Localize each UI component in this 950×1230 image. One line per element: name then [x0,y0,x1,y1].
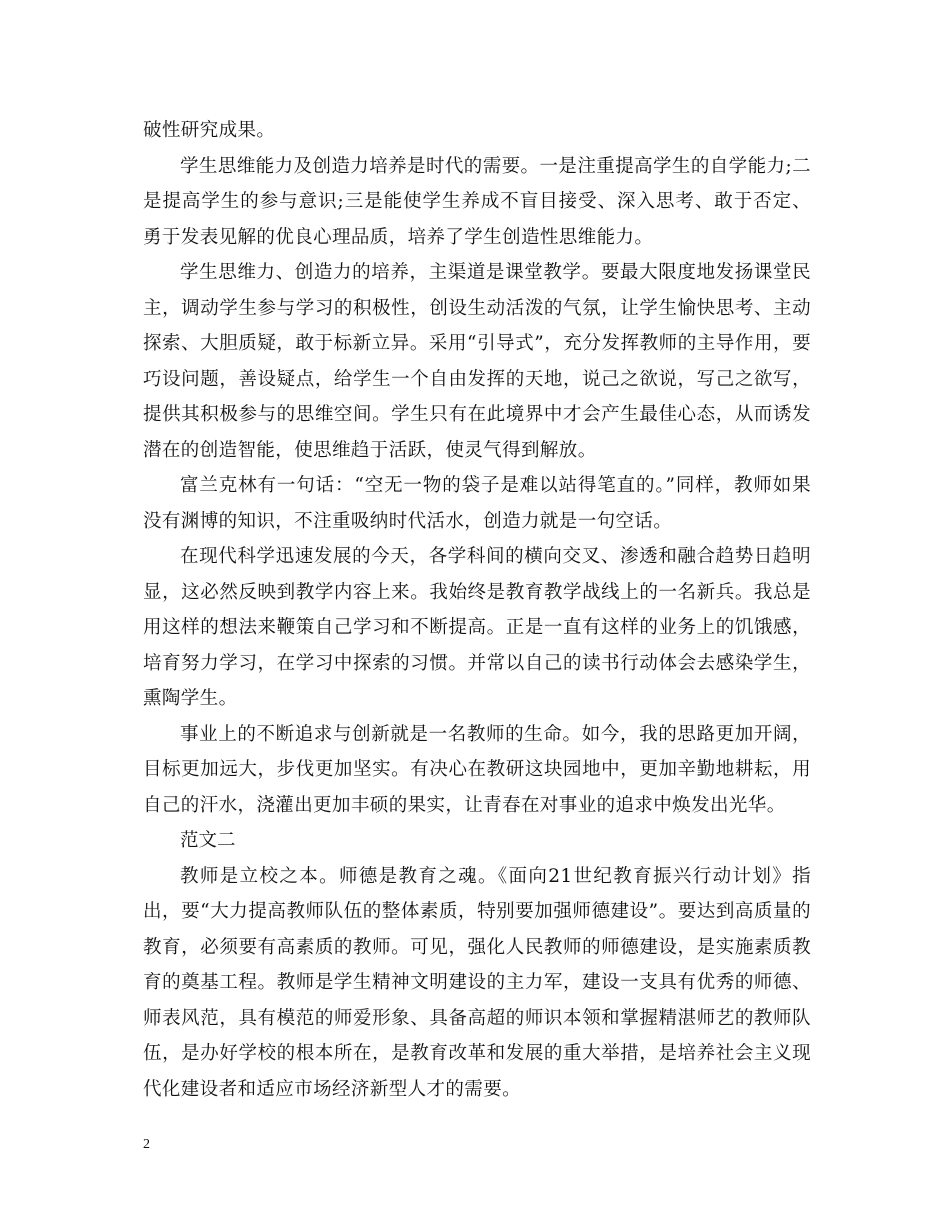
paragraph-classroom-teaching: 学生思维力、创造力的培养，主渠道是课堂教学。要最大限度地发扬课堂民主，调动学生参与学习的积极性，创设生动活泼的气氛，让学生愉快思考、主动探索、大胆质疑，敢于标新立异。采用“引导式”，充分发挥教师的主导作用，要巧设问题，善设疑点，给学生一个自由发挥的天地，说己之欲说，写己之欲写，提供其积极参与的思维空间。学生只有在此境界中才会产生最佳心态，从而诱发潜在的创造智能，使思维趋于活跃，使灵气得到解放。 [143,262,811,461]
paragraph-franklin-quote: 富兰克林有一句话：“空无一物的袋子是难以站得笔直的。”同样，教师如果没有渊博的知识，不注重吸纳时代活水，创造力就是一句空话。 [143,475,811,532]
paragraph-career-pursuit: 事业上的不断追求与创新就是一名教师的生命。如今，我的思路更加开阔，目标更加远大，步伐更加坚实。有决心在教研这块园地中，更加辛勤地耕耘，用自己的汗水，浇灌出更加丰硕的果实，让青春在对事业的追求中焕发出光华。 [143,723,811,816]
section-heading-sample-two: 范文二 [180,830,236,851]
paragraph-teacher-ethics: 教师是立校之本。师德是教育之魂。《面向21世纪教育振兴行动计划》指出，要“大力提高教师队伍的整体素质，特别要加强师德建设”。要达到高质量的教育，必须要有高素质的教师。可见，强化人民教师的师德建设，是实施素质教育的奠基工程。教师是学生精神文明建设的主力军，建设一支具有优秀的师德、师表风范，具有模范的师爱形象、具备高超的师识本领和掌握精湛师艺的教师队伍，是办好学校的根本所在，是教育改革和发展的重大举措，是培养社会主义现代化建设者和适应市场经济新型人才的需要。 [143,865,811,1100]
document-body [143,113,811,1107]
paragraph-thinking-ability: 学生思维能力及创造力培养是时代的需要。一是注重提高学生的自学能力;二是提高学生的参与意识;三是能使学生养成不盲目接受、深入思考、敢于否定、勇于发表见解的优良心理品质，培养了学生创造性思维能力。 [143,155,811,248]
page-number: 2 [143,1137,150,1152]
paragraph-continuation: 破性研究成果。 [143,120,276,141]
paragraph-modern-science: 在现代科学迅速发展的今天，各学科间的横向交叉、渗透和融合趋势日趋明显，这必然反映到教学内容上来。我始终是教育教学战线上的一名新兵。我总是用这样的想法来鞭策自己学习和不断提高。正是一直有这样的业务上的饥饿感，培育努力学习，在学习中探索的习惯。并常以自己的读书行动体会去感染学生，熏陶学生。 [143,546,811,709]
